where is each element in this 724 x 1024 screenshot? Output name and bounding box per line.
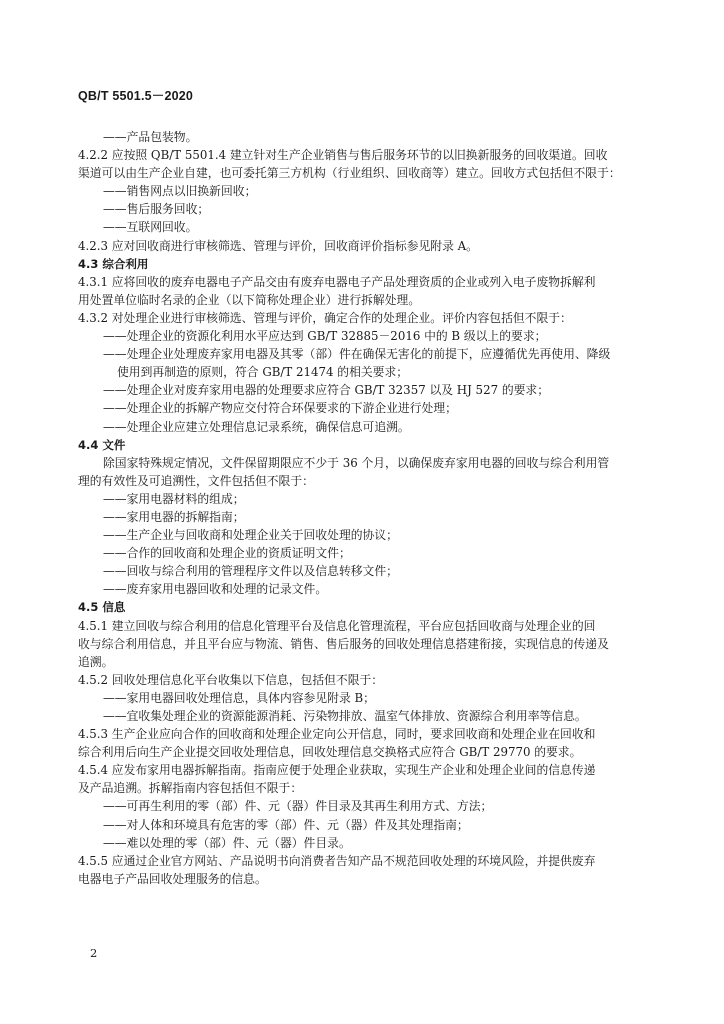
text-line: ——处理企业应建立处理信息记录系统，确保信息可追溯。 bbox=[103, 419, 410, 434]
text-line: 4.3.1 应将回收的废弃电器电子产品交由有废弃电器电子产品处理资质的企业或列入电子废物拆解利 bbox=[78, 274, 596, 289]
text-line: ——对人体和环境具有危害的零（部）件、元（器）件及其处理指南； bbox=[103, 817, 469, 832]
text-line: ——难以处理的零（部）件、元（器）件目录。 bbox=[103, 835, 351, 850]
text-line: ——生产企业与回收商和处理企业关于回收处理的协议； bbox=[103, 528, 398, 543]
text-line: 追溯。 bbox=[78, 654, 114, 669]
standard-code-header: QB/T 5501.5－2020 bbox=[78, 89, 194, 103]
text-line: 4.2.2 应按照 QB/T 5501.4 建立针对生产企业销售与售后服务环节的以旧换新服务的回收渠道。回收 bbox=[78, 148, 608, 163]
text-line: ——处理企业的拆解产物应交付符合环保要求的下游企业进行处理； bbox=[103, 401, 457, 416]
text-line: ——销售网点以旧换新回收； bbox=[103, 184, 257, 199]
text-line: ——可再生利用的零（部）件、元（器）件目录及其再生利用方式、方法； bbox=[103, 799, 493, 814]
text-line: 及产品追溯。拆解指南内容包括但不限于： bbox=[78, 781, 303, 796]
text-line: 用处置单位临时名录的企业（以下简称处理企业）进行拆解处理。 bbox=[78, 292, 421, 307]
text-line: ——回收与综合利用的管理程序文件以及信息转移文件； bbox=[103, 564, 398, 579]
text-line: 收与综合利用信息，并且平台应与物流、销售、售后服务的回收处理信息搭建衔接，实现信息的传递及 bbox=[78, 636, 609, 651]
text-line: ——处理企业对废弃家用电器的处理要求应符合 GB/T 32357 以及 HJ 527 的要求； bbox=[103, 383, 550, 398]
text-line: ——合作的回收商和处理企业的资质证明文件； bbox=[103, 546, 351, 561]
text-line: ——宜收集处理企业的资源能源消耗、污染物排放、温室气体排放、资源综合利用率等信息。 bbox=[103, 709, 587, 723]
text-line: ——处理企业处理废弃家用电器及其零（部）件在确保无害化的前提下，应遵循优先再使用、降级 bbox=[103, 347, 611, 362]
text-line: ——家用电器回收处理信息，具体内容参见附录 B； bbox=[103, 690, 375, 705]
text-line: ——处理企业的资源化利用水平应达到 GB/T 32885－2016 中的 B 级以上的要求； bbox=[103, 329, 547, 344]
text-line: ——家用电器的拆解指南； bbox=[103, 509, 245, 524]
text-line: 4.5.3 生产企业应向合作的回收商和处理企业定向公开信息，同时，要求回收商和处理企业在回收和 bbox=[78, 727, 596, 742]
page-number: 2 bbox=[90, 946, 98, 960]
text-line: 渠道可以由生产企业自建，也可委托第三方机构（行业组织、回收商等）建立。回收方式包括但不限于： bbox=[78, 166, 621, 181]
document-body bbox=[78, 128, 656, 888]
text-line: 4.3.2 对处理企业进行审核筛选、管理与评价，确定合作的处理企业。评价内容包括但不限于： bbox=[78, 310, 572, 325]
text-line: 4.5.5 应通过企业官方网站、产品说明书向消费者告知产品不规范回收处理的环境风险，并提供废弃 bbox=[78, 853, 596, 868]
text-line: 4.5.4 应发布家用电器拆解指南。指南应便于处理企业获取，实现生产企业和处理企业间的信息传递 bbox=[78, 763, 596, 778]
text-line: ——家用电器材料的组成； bbox=[103, 491, 245, 506]
text-line: ——产品包装物。 bbox=[103, 130, 198, 144]
section-heading: 4.4 文件 bbox=[78, 437, 126, 452]
text-line: 综合利用后向生产企业提交回收处理信息，回收处理信息交换格式应符合 GB/T 29770 的要求。 bbox=[78, 745, 582, 760]
text-line: ——互联网回收。 bbox=[103, 220, 198, 235]
text-line: ——废弃家用电器回收和处理的记录文件。 bbox=[103, 582, 328, 597]
text-line: 4.5.2 回收处理信息化平台收集以下信息，包括但不限于： bbox=[78, 672, 384, 687]
text-line: 理的有效性及可追溯性，文件包括但不限于： bbox=[78, 473, 314, 488]
text-line: 4.2.3 应对回收商进行审核筛选、管理与评价，回收商评价指标参见附录 A。 bbox=[78, 238, 478, 253]
text-line: 电器电子产品回收处理服务的信息。 bbox=[78, 871, 267, 886]
text-line: ——售后服务回收； bbox=[103, 202, 210, 217]
text-line: 使用到再制造的原则，符合 GB/T 21474 的相关要求； bbox=[117, 365, 409, 380]
section-heading: 4.3 综合利用 bbox=[78, 256, 149, 271]
section-heading: 4.5 信息 bbox=[78, 600, 126, 615]
text-line: 除国家特殊规定情况，文件保留期限应不少于 36 个月，以确保废弃家用电器的回收与综合利用管 bbox=[103, 455, 610, 470]
text-line: 4.5.1 建立回收与综合利用的信息化管理平台及信息化管理流程，平台应包括回收商与处理企业的回 bbox=[78, 618, 596, 633]
